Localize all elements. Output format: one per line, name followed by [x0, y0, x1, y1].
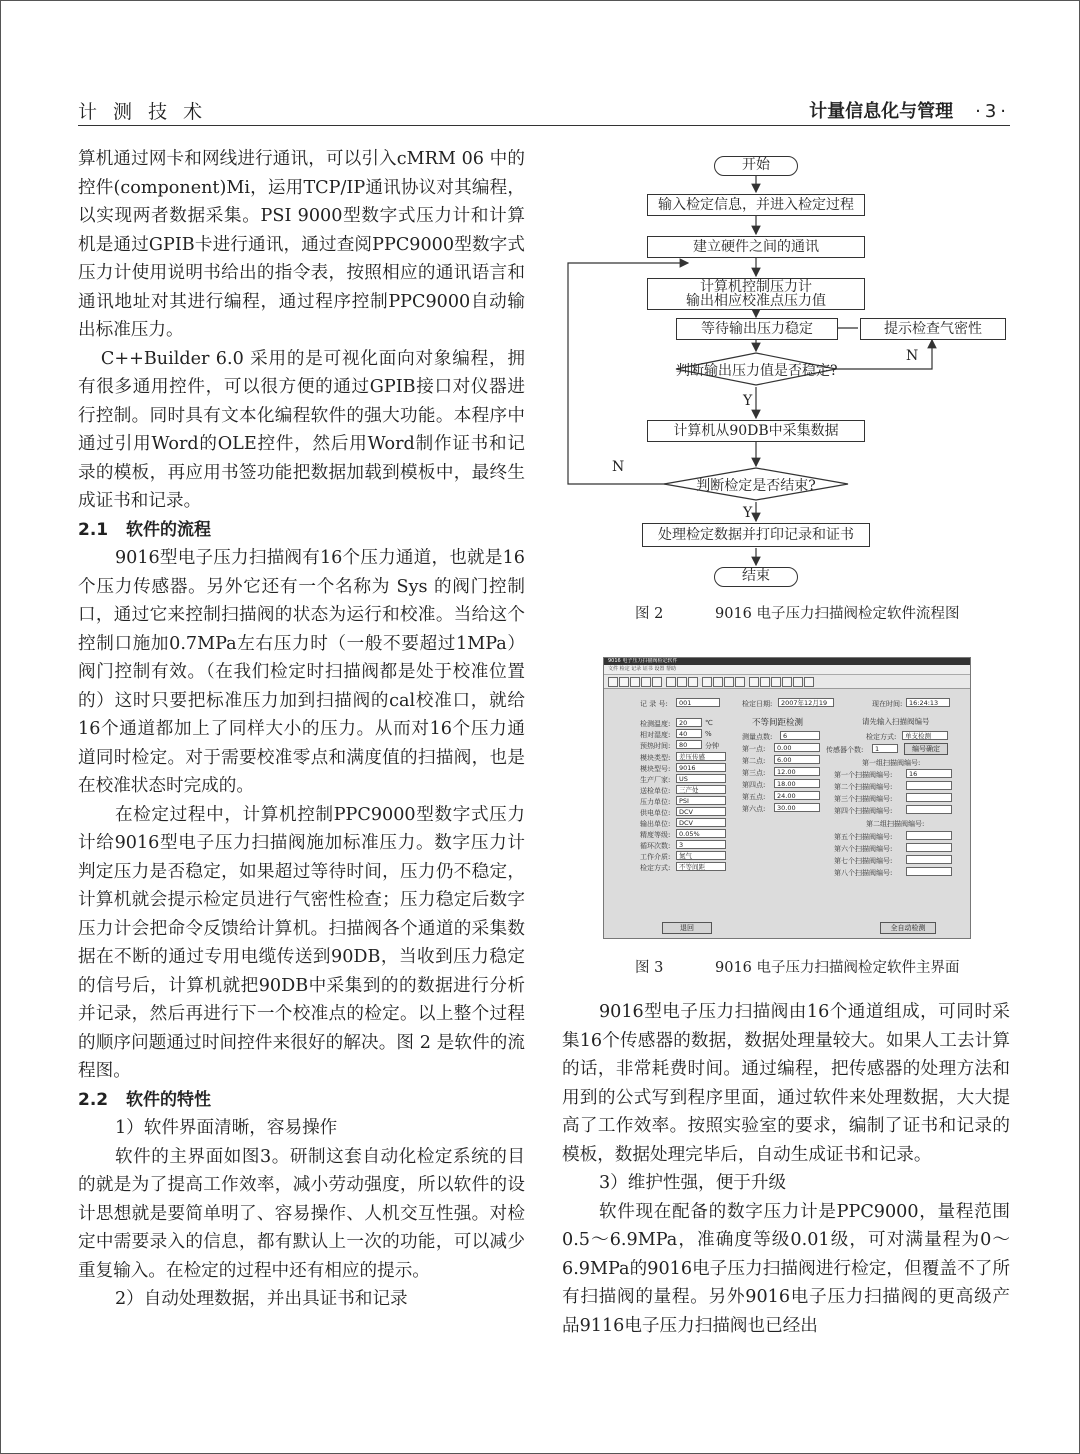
page-number: ·3·: [975, 101, 1010, 122]
stop-icon: [713, 677, 723, 687]
record-no-field[interactable]: 001: [676, 698, 720, 707]
step-text: 输出相应校准点压力值: [686, 293, 826, 309]
paragraph: C++Builder 6.0 采用的是可视化面向对象编程，拥有很多通用控件，可以很方便的通过GPIB接口对仪器进行控制。同时具有文本化编程软件的强大功能。本程序中通过引用Word的OLE控件，然后用Word制作证书和记录的模板，再应用书签功能把数据加载到模板中，最终生成证书和记录。: [78, 348, 525, 511]
field-label: 输出单位:: [640, 820, 671, 828]
scanner-field[interactable]: 16: [906, 769, 952, 778]
scanner-label: 第三个扫描阀编号:: [834, 795, 893, 803]
point-label: 第二点:: [742, 757, 766, 765]
section-name: 计量信息化与管理: [809, 101, 954, 122]
field-label: 生产厂家:: [640, 776, 671, 784]
mode-title: 不等间距检测: [752, 718, 804, 728]
table-icon: [666, 677, 676, 687]
next-icon: [782, 677, 792, 687]
paste-icon: [652, 677, 662, 687]
underline-icon: [760, 677, 770, 687]
section-number: 2.1: [78, 519, 109, 540]
preheat-field[interactable]: 80: [676, 740, 702, 749]
chart-icon: [677, 677, 687, 687]
decision-text: 判断检定是否结束?: [696, 478, 816, 494]
field-label: 模块类型:: [640, 754, 671, 762]
scanner-label: 第六个扫描阀编号:: [834, 845, 893, 853]
paragraph: 算机通过网卡和网线进行通讯，可以引入cMRM 06 中的控件(component)Mi，运用TCP/IP通讯协议对其编程，以实现两者数据采集。PSI 9000型数字式压力计和计算机是通过GPIB卡进行通讯，通过查阅PPC9000型数字式压力计使用说明书给出的指令表，按照相应的通讯语言和通讯地址对其进行编程，通过程序控制PPC9000自动输出标准压力。: [78, 149, 525, 340]
step-input: 输入检定信息，并进入检定过程: [647, 194, 865, 216]
no-label: N: [906, 348, 919, 364]
confirm-button[interactable]: 编号确定: [904, 743, 948, 755]
temp-field[interactable]: 20: [676, 718, 702, 727]
pressure-unit-select[interactable]: PSI: [676, 796, 726, 805]
open-icon: [608, 677, 618, 687]
copy-icon: [641, 677, 651, 687]
running-header: [78, 95, 1010, 126]
humidity-label: 相对湿度:: [640, 731, 671, 739]
toolbar: [604, 675, 970, 689]
record-icon: [724, 677, 734, 687]
section-title: [809, 97, 1010, 123]
paragraph: 9016型电子压力扫描阀由16个通道组成，可同时采集16个传感器的数据，数据处理量较大。如果人工去计算的话，非常耗费时间。通过编程，把传感器的处理方法和用到的公式写到程序里面，通过软件来处理数据，大大提高了工作效率。按照实验室的要求，编制了证书和记录的模板，数据处理完毕后，自动生成证书和记录。: [562, 1002, 1010, 1165]
auto-detect-button[interactable]: 全自动检测: [880, 922, 936, 934]
source-unit-select[interactable]: 三产处: [676, 785, 726, 794]
point-field[interactable]: 12.00: [774, 767, 820, 776]
field-label: 压力单位:: [640, 798, 671, 806]
figure-number: 图 3: [635, 960, 664, 976]
software-main-window: [603, 657, 971, 939]
step-print: 处理检定数据并打印记录和证书: [642, 523, 870, 547]
scanner-field[interactable]: [906, 793, 952, 802]
section-number: 2.2: [78, 1089, 109, 1110]
section-heading: [78, 516, 525, 545]
print-icon: [630, 677, 640, 687]
point-label: 第三点:: [742, 769, 766, 777]
section-heading-text: 软件的流程: [126, 519, 211, 540]
scanner-label: 第八个扫描阀编号:: [834, 869, 893, 877]
paragraph: 在检定过程中，计算机控制PPC9000型数字式压力计给9016型电子压力扫描阀施加标准压力。数字压力计判定压力是否稳定，如果超过等待时间，压力仍不稳定，计算机就会提示检定员进行气密性检查；压力稳定后数字压力计会把命令反馈给计算机。扫描阀各个通道的采集数据在不断的通过专用电缆传送到90DB，当收到压力稳定的信号后，计算机就把90DB中采集到的的数据进行分析并记录，然后再进行下一个校准点的检定。以上整个过程的顺序问题通过时间控件来很好的解决。图 2 是软件的流程图。: [78, 804, 525, 1081]
scanner-field[interactable]: [906, 855, 952, 864]
figure-caption-text: 9016 电子压力扫描阀检定软件主界面: [715, 960, 960, 976]
section-heading-text: 软件的特性: [126, 1089, 211, 1110]
scanner-field[interactable]: [906, 831, 952, 840]
right-column: [562, 998, 1010, 1340]
scanner-field[interactable]: [906, 781, 952, 790]
field-label: 循环次数:: [640, 842, 671, 850]
module-model-select[interactable]: 9016: [676, 763, 726, 772]
figure-caption: [635, 956, 960, 977]
play-icon: [702, 677, 712, 687]
date-label: 检定日期:: [742, 700, 773, 708]
save-icon: [619, 677, 629, 687]
method-select[interactable]: 不等间距: [676, 862, 726, 871]
temp-unit: ℃: [705, 719, 713, 727]
point-field[interactable]: 6.00: [774, 755, 820, 764]
field-label: 检定方式:: [640, 864, 671, 872]
point-field[interactable]: 0.00: [774, 743, 820, 752]
time-label: 现在时间:: [872, 700, 903, 708]
point-label: 第六点:: [742, 805, 766, 813]
pause-icon: [735, 677, 745, 687]
section-heading: [78, 1086, 525, 1115]
scanner-field[interactable]: [906, 843, 952, 852]
prompt-text: 请先输入扫描阀编号: [862, 717, 930, 726]
step-collect: 计算机从90DB中采集数据: [647, 420, 865, 442]
window-title: 9016 电子压力扫描阀检定软件: [604, 658, 970, 665]
humidity-field[interactable]: 40: [676, 729, 702, 738]
paragraph: 软件现在配备的数字压力计是PPC9000，量程范围0.5～6.9MPa，准确度等级0.01级，可对满量程为0～6.9MPa的9016电子压力扫描阀进行检定，但覆盖不了所有扫描阀的量程。另外9016电子压力扫描阀的更高级产品9116电子压力扫描阀也已经出: [562, 1201, 1010, 1336]
paragraph: 9016型电子压力扫描阀有16个压力通道，也就是16个压力传感器。另外它还有一个名称为 Sys 的阀门控制口，通过它来控制扫描阀的状态为运行和校准。当给这个控制口施加0.7MPa左右压力时（一般不要超过1MPa）阀门控制有效。（在我们检定时扫描阀都是处于校准位置的）这时只要把标准压力加到扫描阀的cal校准口，就给16个通道都加上了同样大小的压力。从而对16个压力通道同时检定。对于需要校准零点和满度值的扫描阀，也是在校准状态时完成的。: [78, 548, 525, 796]
supply-unit-select[interactable]: DCV: [676, 807, 726, 816]
time-field: 16:24:13: [906, 698, 950, 707]
no-label: N: [612, 459, 625, 475]
paragraph: 软件的主界面如图3。研制这套自动化检定系统的目的就是为了提高工作效率，减小劳动强度，所以软件的设计思想就是要简单明了、容易操作、人机交互性强。对检定中需要录入的信息，都有默认上一次的功能，可以减少重复输入。在检定的过程中还有相应的提示。: [78, 1146, 525, 1281]
field-label: 送检单位:: [640, 787, 671, 795]
point-field[interactable]: 24.00: [774, 791, 820, 800]
yes-label: Y: [743, 505, 753, 521]
step-connect: 建立硬件之间的通讯: [647, 236, 865, 258]
group-label: 第二组扫描阀编号:: [866, 820, 925, 828]
output-unit-select[interactable]: DCV: [676, 818, 726, 827]
zoom-icon: [749, 677, 759, 687]
step-wait: 等待输出压力稳定: [676, 318, 838, 340]
list-item: 3）维护性强，便于升级: [598, 1173, 787, 1193]
step-text: 计算机控制压力计: [700, 279, 812, 295]
sensor-count-label: 传感器个数:: [826, 746, 864, 754]
field-label: 供电单位:: [640, 809, 671, 817]
module-type-select[interactable]: 差压传感: [676, 752, 726, 761]
scanner-label: 第一个扫描阀编号:: [834, 771, 893, 779]
flowchart: [560, 148, 1020, 588]
field-label: 工作介质:: [640, 853, 671, 861]
point-label: 第四点:: [742, 781, 766, 789]
journal-name: 计 测 技 术: [78, 101, 208, 123]
scanner-field[interactable]: [906, 805, 952, 814]
field-label: 精度等级:: [640, 831, 671, 839]
scanner-label: 第二个扫描阀编号:: [834, 783, 893, 791]
record-no-label: 记 录 号:: [640, 700, 668, 708]
temp-label: 检测温度:: [640, 720, 671, 728]
figure-caption: [635, 602, 960, 623]
info-icon: [771, 677, 781, 687]
medium-select[interactable]: 氮气: [676, 851, 726, 860]
date-field[interactable]: 2007年12月19: [778, 698, 834, 707]
field-label: 模块型号:: [640, 765, 671, 773]
scanner-label: 第四个扫描阀编号:: [834, 807, 893, 815]
step-hint: 提示检查气密性: [860, 318, 1006, 340]
decision-text: 判断输出压力值是否稳定?: [676, 363, 838, 379]
group-label: 第一组扫描阀编号:: [862, 759, 921, 767]
equal-icon: [793, 677, 803, 687]
sensor-count-select[interactable]: 1: [872, 744, 898, 753]
figure-number: 图 2: [635, 606, 664, 622]
menu-bar: 文件 检定 记录 证书 设置 帮助: [604, 665, 970, 675]
point-label: 第一点:: [742, 745, 766, 753]
detect-label: 检定方式:: [866, 733, 897, 741]
point-label: 第五点:: [742, 793, 766, 801]
points-label: 测量点数:: [742, 733, 773, 741]
accuracy-select[interactable]: 0.05%: [676, 829, 726, 838]
yes-label: Y: [743, 393, 753, 409]
point-field[interactable]: 18.00: [774, 779, 820, 788]
detect-select[interactable]: 单支检测: [902, 731, 948, 740]
help-icon: [804, 677, 814, 687]
figure-caption-text: 9016 电子压力扫描阀检定软件流程图: [715, 606, 960, 622]
end-node: 结束: [714, 567, 798, 587]
points-select[interactable]: 6: [780, 731, 820, 740]
list-item: 2）自动处理数据，并出具证书和记录: [114, 1289, 408, 1309]
preheat-label: 预热时间:: [640, 742, 671, 750]
start-node: 开始: [714, 156, 798, 176]
preheat-unit: 分钟: [705, 742, 719, 750]
scanner-label: 第七个扫描阀编号:: [834, 857, 893, 865]
left-column: [78, 145, 525, 1314]
maker-select[interactable]: US: [676, 774, 726, 783]
humidity-unit: %: [705, 730, 712, 738]
step-control: [647, 278, 865, 310]
scanner-label: 第五个扫描阀编号:: [834, 833, 893, 841]
point-field[interactable]: 30.00: [774, 803, 820, 812]
scanner-field[interactable]: [906, 867, 952, 876]
tool-icon: [688, 677, 698, 687]
back-button[interactable]: 退回: [662, 922, 712, 934]
cycle-select[interactable]: 3: [676, 840, 726, 849]
list-item: 1）软件界面清晰，容易操作: [114, 1118, 338, 1138]
